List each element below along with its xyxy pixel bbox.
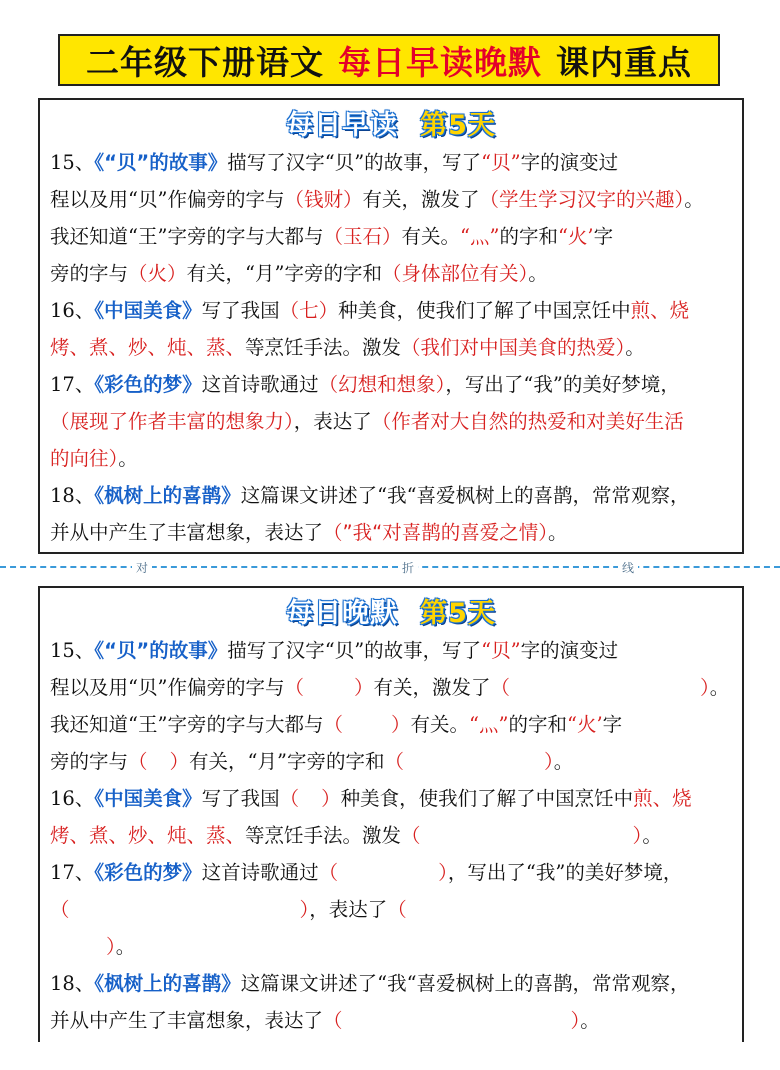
text-line <box>50 632 730 669</box>
bracket: （ <box>323 713 343 736</box>
bracket: ） <box>438 861 448 884</box>
body-text: 16、 <box>50 299 95 322</box>
text-line <box>50 706 730 743</box>
body-text: 字的演变过 <box>520 151 619 174</box>
body-text: 有关，“月”字旁的字和 <box>186 262 382 285</box>
text-line <box>50 1002 730 1039</box>
body-text: 字 <box>593 225 614 248</box>
body-text: 有关。 <box>410 713 469 736</box>
body-text: 这篇课文讲述了“我“喜爱枫树上的喜鹊，常常观察， <box>240 484 690 507</box>
body-text: 18、 <box>50 484 95 507</box>
highlight-text: “火’ <box>557 225 594 248</box>
text-line <box>50 440 730 477</box>
morning-reading-card <box>38 98 744 554</box>
body-text: 17、 <box>50 861 95 884</box>
body-text: 18、 <box>50 972 95 995</box>
bracket: ） <box>353 676 374 699</box>
text-line <box>50 780 730 817</box>
lesson-title: 《枫树上的喜鹊》 <box>94 972 241 995</box>
body-text: 。 <box>115 935 136 958</box>
bracket: ） <box>390 713 411 736</box>
body-text: 字的演变过 <box>520 639 619 662</box>
lesson-title: 《“贝”的故事》 <box>94 639 228 662</box>
body-text: 有关，激发了 <box>362 188 480 211</box>
body-text: 的字和 <box>508 713 567 736</box>
body-text: 我还知道“王”字旁的字与大都与 <box>50 713 324 736</box>
body-text: 。 <box>684 188 704 211</box>
highlight-text: 煎、烧 <box>630 299 690 322</box>
header-grade-title: 二年级下册语文 <box>86 42 324 82</box>
fold-line <box>0 566 780 570</box>
text-line <box>50 928 730 965</box>
text-line <box>50 514 730 551</box>
body-text: 。 <box>547 521 568 544</box>
highlight-text: “火’ <box>566 713 603 736</box>
body-text: 旁的字与 <box>50 262 129 285</box>
body-text: 17、 <box>50 373 95 396</box>
text-line <box>50 669 730 706</box>
body-text: 。 <box>528 262 548 285</box>
body-text: 描写了汉字“贝”的故事，写了 <box>227 639 482 662</box>
bracket: ） <box>700 676 710 699</box>
answer-text: （玉石） <box>323 225 402 248</box>
answer-text: 的向往） <box>50 447 119 470</box>
body-text: 这首诗歌通过 <box>201 861 319 884</box>
text-line <box>50 854 730 891</box>
bracket: （ <box>318 861 339 884</box>
answer-text: （七） <box>279 299 339 322</box>
body-text: 描写了汉字“贝”的故事，写了 <box>227 151 482 174</box>
body-text: 这篇课文讲述了“我“喜爱枫树上的喜鹊，常常观察， <box>240 972 690 995</box>
fold-label-char: 折 <box>398 559 418 576</box>
body-text: 有关，激发了 <box>373 676 491 699</box>
fold-label-char: 线 <box>618 559 638 576</box>
highlight-text: “灬” <box>459 225 500 248</box>
lesson-title: 《彩色的梦》 <box>94 861 202 884</box>
card-day-label: 第5天 <box>420 598 496 629</box>
body-text: 并从中产生了丰富想象，表达了 <box>50 521 324 544</box>
highlight-text: “贝” <box>481 151 521 174</box>
body-text: ，写出了“我”的美好梦境， <box>447 861 683 884</box>
fold-label-char: 对 <box>132 559 152 576</box>
body-text: ，写出了“我”的美好梦境， <box>445 373 680 396</box>
body-text: 的字和 <box>499 225 558 248</box>
text-line <box>50 366 730 403</box>
body-text: ，表达了 <box>309 898 388 921</box>
body-text: 。 <box>580 1009 600 1032</box>
bracket: （ <box>387 898 407 921</box>
bracket: （ <box>279 787 300 810</box>
text-line <box>50 255 730 292</box>
header-key-points: 课内重点 <box>556 42 692 82</box>
highlight-text: 烤、煮、炒、炖、蒸、 <box>50 336 246 359</box>
body-text: 。 <box>709 676 730 699</box>
text-line <box>50 817 730 854</box>
lesson-title: 《彩色的梦》 <box>94 373 202 396</box>
bracket: ） <box>299 898 310 921</box>
body-text: 。 <box>118 447 138 470</box>
card-content <box>40 144 742 551</box>
card-title <box>40 596 742 632</box>
card-content <box>40 632 742 1039</box>
highlight-text: “灬” <box>469 713 509 736</box>
bracket: （ <box>384 750 405 773</box>
bracket: （ <box>401 824 421 847</box>
body-text: 这首诗歌通过 <box>201 373 319 396</box>
text-line <box>50 144 730 181</box>
card-title <box>40 108 742 144</box>
body-text: 有关。 <box>401 225 460 248</box>
body-text: 并从中产生了丰富想象，表达了 <box>50 1009 324 1032</box>
body-text: 字 <box>602 713 623 736</box>
bracket: ） <box>169 750 190 773</box>
text-line <box>50 218 730 255</box>
body-text: 种美食，使我们了解了中国烹饪中 <box>340 787 634 810</box>
lesson-title: 《中国美食》 <box>94 299 202 322</box>
highlight-text: 煎、烧 <box>633 787 692 810</box>
text-line <box>50 965 730 1002</box>
highlight-text: “贝” <box>481 639 521 662</box>
body-text: 等烹饪手法。激发 <box>245 336 402 359</box>
text-line <box>50 329 730 366</box>
bracket: （ <box>128 750 148 773</box>
text-line <box>50 477 730 514</box>
answer-text: （身体部位有关） <box>381 262 529 285</box>
body-text: 有关，“月”字旁的字和 <box>189 750 385 773</box>
bracket: （ <box>490 676 511 699</box>
highlight-text: 烤、煮、炒、炖、蒸、 <box>50 824 246 847</box>
answer-text: （幻想和想象） <box>318 373 446 396</box>
body-text: 写了我国 <box>201 787 280 810</box>
bracket: ） <box>570 1009 581 1032</box>
lesson-title: 《枫树上的喜鹊》 <box>94 484 241 507</box>
body-text: 写了我国 <box>201 299 280 322</box>
text-line <box>50 743 730 780</box>
answer-text: （学生学习汉字的兴趣） <box>479 188 685 211</box>
body-text: ，表达了 <box>293 410 372 433</box>
text-line <box>50 181 730 218</box>
text-line <box>50 292 730 329</box>
answer-text: （我们对中国美食的热爱） <box>401 336 626 359</box>
body-text: 15、 <box>50 639 95 662</box>
body-text: 。 <box>642 824 662 847</box>
answer-text: （展现了作者丰富的想象力） <box>50 410 294 433</box>
body-text: 16、 <box>50 787 95 810</box>
answer-text: （”我“对喜鹊的喜爱之情） <box>323 521 548 544</box>
body-text: 。 <box>553 750 574 773</box>
bracket: ） <box>321 787 341 810</box>
body-text: 旁的字与 <box>50 750 129 773</box>
bracket: ） <box>632 824 643 847</box>
answer-text: （火） <box>128 262 187 285</box>
lesson-title: 《“贝”的故事》 <box>94 151 228 174</box>
page-header <box>58 34 720 86</box>
body-text: 程以及用“贝”作偏旁的字与 <box>50 188 285 211</box>
text-line <box>50 403 730 440</box>
text-line <box>50 891 730 928</box>
bracket: （ <box>323 1009 343 1032</box>
lesson-title: 《中国美食》 <box>94 787 202 810</box>
header-daily-title: 每日早读晚默 <box>338 42 542 82</box>
body-text: 程以及用“贝”作偏旁的字与 <box>50 676 285 699</box>
answer-text: （作者对大自然的热爱和对美好生活 <box>371 410 684 433</box>
bracket: ） <box>106 935 116 958</box>
body-text: 15、 <box>50 151 95 174</box>
bracket: （ <box>284 676 304 699</box>
card-title-text: 每日晚默 <box>286 598 399 629</box>
bracket: ） <box>544 750 554 773</box>
bracket: （ <box>50 898 70 921</box>
body-text: 。 <box>625 336 645 359</box>
body-text: 等烹饪手法。激发 <box>245 824 402 847</box>
evening-dictation-card <box>38 586 744 1042</box>
body-text: 我还知道“王”字旁的字与大都与 <box>50 225 324 248</box>
card-title-text: 每日早读 <box>286 110 399 141</box>
answer-text: （钱财） <box>284 188 363 211</box>
card-day-label: 第5天 <box>420 110 496 141</box>
body-text: 种美食，使我们了解了中国烹饪中 <box>338 299 631 322</box>
